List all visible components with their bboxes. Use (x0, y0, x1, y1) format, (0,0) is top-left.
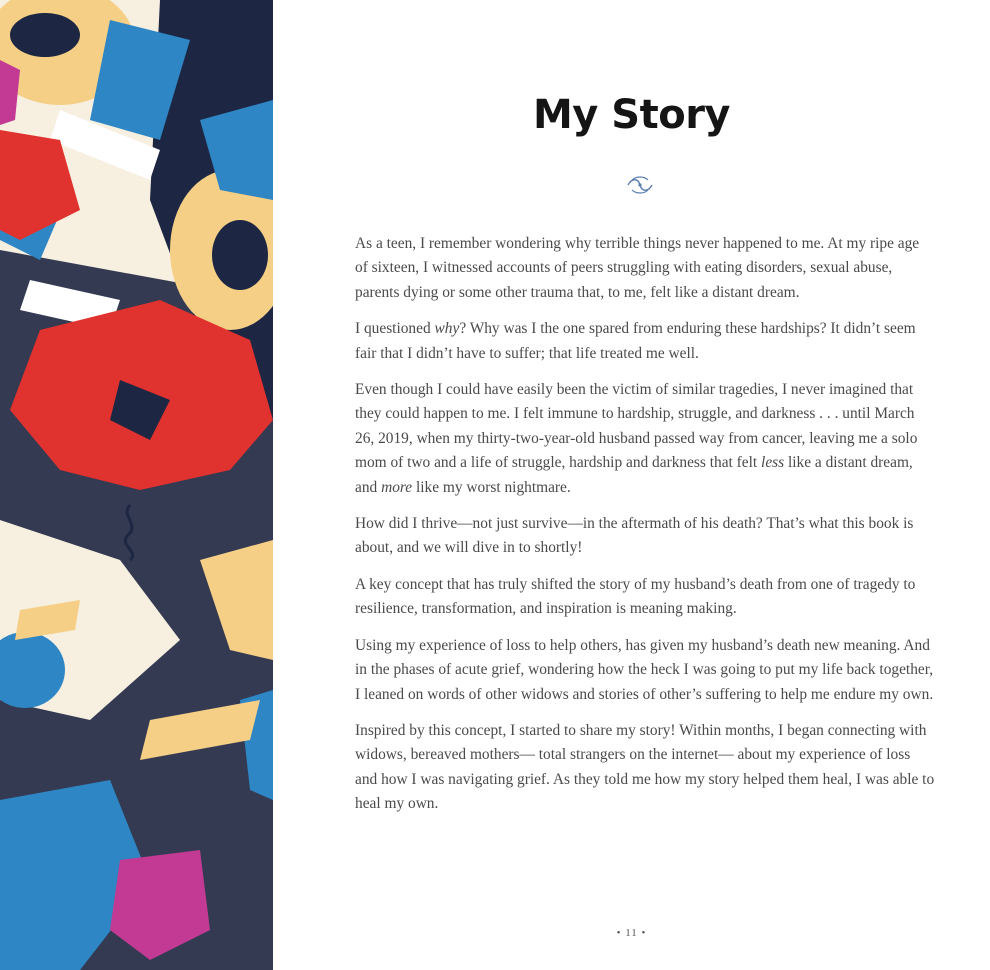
paragraph-text: like a distant dream, and (355, 454, 913, 496)
paragraph-text: Using my experience of loss to help others, has given my husband’s death new meaning. And in the phases of acute grief, wondering how the heck I was going to put my life back together, I leaned on words of other widows and stories of other’s suffering to help me endure my own. (355, 636, 934, 703)
paragraph-text: like my worst nightmare. (412, 478, 571, 496)
body-paragraph (355, 634, 935, 707)
page-title: My Story (532, 92, 730, 138)
page-number: • 11 • (616, 927, 647, 939)
body-paragraph (355, 317, 935, 366)
paragraph-text: A key concept that has truly shifted the story of my husband’s death from one of tragedy to resilience, transformation, and inspiration is meaning making. (355, 575, 916, 618)
paragraph-text: ? Why was I the one spared from enduring these hardships? It didn’t seem fair that I didn’t have to suffer; that life treated me well. (355, 320, 916, 362)
body-paragraph (355, 378, 935, 500)
body-paragraph (355, 573, 935, 622)
emphasis-text: less (761, 454, 785, 472)
paragraph-text: How did I thrive—not just survive—in the aftermath of his death? That’s what this book is about, and we will dive in to shortly! (355, 515, 914, 557)
body-paragraph (355, 512, 935, 561)
body-paragraph (355, 719, 935, 817)
flourish-ornament-icon (624, 174, 656, 196)
abstract-floral-illustration (0, 0, 273, 970)
body-paragraph (355, 232, 935, 305)
emphasis-text: more (381, 478, 413, 496)
floral-artwork-panel (0, 0, 273, 970)
paragraph-text: As a teen, I remember wondering why terrible things never happened to me. At my ripe age of sixteen, I witnessed accounts of peers struggling with eating disorders, sexual abuse, parents dying or some other trauma that, to me, felt like a distant dream. (355, 235, 920, 301)
paragraph-text: Inspired by this concept, I started to share my story! Within months, I began connecting with widows, bereaved mothers— total strangers on the internet— about my experience of loss and how I was navigating grief. As they told me how my story helped them heal, I was able to heal my own. (355, 721, 935, 813)
emphasis-text: why (434, 320, 460, 338)
paragraph-text: Even though I could have easily been the victim of similar tragedies, I never imagined that they could happen to me. I felt immune to hardship, struggle, and darkness . . . until March 26, 2019, when my thirty-two-year-old husband passed way from cancer, leaving me a solo mom of two and a life of struggle, hardship and darkness that felt (355, 381, 918, 472)
story-body (355, 232, 935, 829)
paragraph-text: I questioned (355, 320, 435, 338)
